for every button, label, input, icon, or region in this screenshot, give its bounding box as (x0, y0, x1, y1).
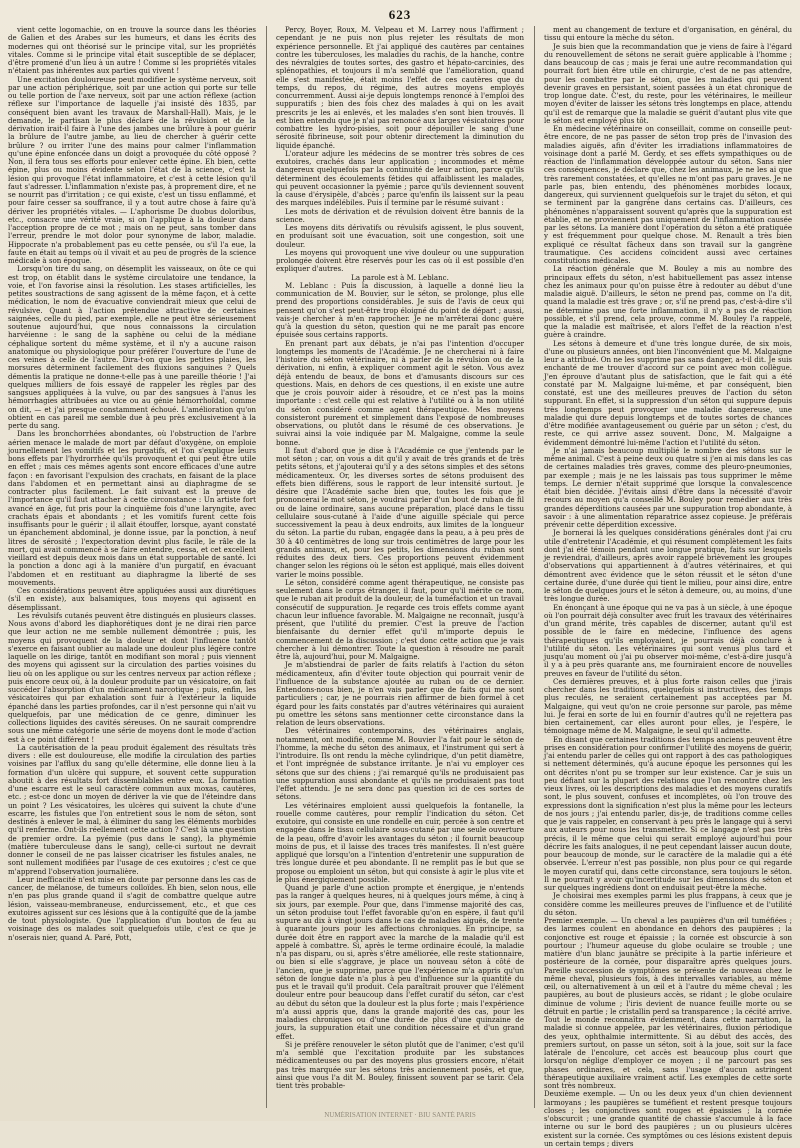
paragraph: Lorsqu'on tire du sang, on désemplit les vaisseaux, on ôte ce qui est trop, on établit dans le système circulatoire une tendance, la voie, et l'on favorise ainsi la résolution. Les stases artificielles, les petites soustractions de sang agissent de la même façon, et à cette médication, le nom de évacuative conviendrait mieux que celui de révulsive. Quant à l'action prétendue attractive de certaines saignées, celle du pied, par exemple, elle ne peut être sérieusement soutenue aujourd'hui, que nous connaissons la circulation harvéienne : le sang de la saphène ou celui de la médiane céphalique sortent du même système, et il n'y a aucune raison anatomique ou physiologique pour préférer l'ouverture de l'une de ces veines à celle de l'autre. Dira-t-on que les petites plaies, les morsures déterminent facilement des fluxions sanguines ? Quels démentis la pratique ne donne-t-elle pas à une pareille théorie ! J'ai quelques milliers de fois essayé de rappeler les règles par des sangsues appliquées à la vulve, ou par des sangsues à l'anus les hémorrhagies attribuées au vice ou au génie hémorrhoïdal, comme on dit, — et j'ai presque constamment échoué. L'amélioration qu'on obtient en cas pareil me semble due à peu près exclusivement à la perte du sang. (8, 264, 256, 430)
column-left (8, 26, 256, 1108)
paragraph: Les mots de dérivation et de révulsion doivent être bannis de la science. (276, 206, 524, 224)
paragraph: Le séton, considéré comme agent thérapeutique, ne consiste pas seulement dans le corps étranger, il faut, pour qu'il mérite ce nom, que le ruban ait produit de la douleur, de la tuméfaction et un travail consécutif de suppuration. Je regarde ces trois effets comme ayant chacun leur influence favorable. M. Malgaigne ne reconnaît, jusqu'à présent, que l'utilité du premier. C'est la preuve de l'action bienfaisante du dernier effet qu'il m'importe depuis le commencement de la discussion ; c'est donc cette action que je vais chercher à lui démontrer. Toute la question à résoudre me paraît être là, aujourd'hui, pour M. Malgaigne. (276, 577, 524, 661)
paragraph: Ces dernières preuves, et à plus forte raison celles que j'irais chercher dans les traditions, quelquefois si instructives, des temps plus reculés, ne seraient certainement pas acceptées par M. Malgaigne, qui veut qu'on ne croie personne sur parole, pas même lui. Je ferai en sorte de lui en fournir d'autres qu'il ne rejettera pas bien certainement, car elles auront pour elles, je l'espère, le témoignage même de M. Malgaigne, le seul qu'il admette. (544, 676, 792, 736)
paragraph: En disant que certaines traditions des temps anciens peuvent être prises en considération pour confirmer l'utilité des moyens de guérir, j'ai entendu parler de celles qui ont rapport à des cas pathologiques si nettement déterminés, qu'à aucune époque les personnes qui les ont décrites n'ont pu se tromper sur leur existence. Car je suis un peu défiant sur la plupart des relations que l'on rencontre chez les vieux livres, où les descriptions des maladies et des moyens curatifs sont, le plus souvent, confuses et incomplètes, où l'on trouve des expressions dont la signification n'est plus la même pour les lecteurs de nos jours ; j'ai entendu parler, dis-je, de traditions comme celles que je vais rappeler, en conservant à peu près le langage qui à servi aux auteurs pour nous les transmettre. Si ce langage n'est pas très précis, il le même que celui qui serait employé aujourd'hui pour décrire les faits analogues, il ne peut cependant laisser aucun doute, pour beaucoup de monde, sur le caractère de la maladie qui a été observée. L'erreur n'est pas possible, non plus pour ce qui regarde le moyen curatif qui, dans cette circonstance, sera toujours le séton. Il ne pourrait y avoir qu'incertitude sur les dimensions du séton et sur quelques ingrédiens dont on enduisait peut-être la mèche. (544, 734, 793, 892)
footer-watermark: NUMÉRISATION INTERNET · BIU SANTÉ PARIS (324, 1111, 476, 1119)
paragraph: Je n'ai jamais beaucoup multiplié le nombre des sétons sur le même animal. C'est à peine deux ou quatre si j'en ai mis dans les cas de certaines maladies très graves, comme des pleuro-pneumonies, par exemple ; mais je ne les laissais pas tous supprimer le même temps. Le dernier n'était supprimé que lorsque la convalescence était bien décidée. J'évitais ainsi d'être dans la nécessité d'avoir recours au moyen qu'a conseillé M. Bouley pour remédier aux très grandes déperditions causées par une suppuration trop abondante, à savoir : à une alimentation réparatrice assez copieuse. Je préférais prévenir cette déperdition excessive. (544, 445, 792, 529)
paragraph: Si je préfère renouveler le séton plutôt que de l'animer, c'est qu'il m'a semblé que l'excitation produite par les substances médicamenteuses ou par des moyens plus grossiers encore, n'était pas très marquée sur les sétons très anciennement posés, et que, ainsi que vous l'a dit M. Bouley, finissent souvent par se tarir. Cela tient très probable- (276, 1039, 524, 1090)
paragraph: La cautérisation de la peau produit également des résultats très divers : elle est douloureuse, elle modifie la circulation des parties voisines par l'afflux du sang qu'elle détermine, elle donne lieu à la formation d'un ulcère qui suppure, et souvent cette suppuration aboutit à des résultats fort dissemblables entre eux. La formation d'une escarre est le seul caractère commun aux moxas, cautères, etc. ; est-ce donc un moyen de dériver la vie que de l'éteindre dans un point ? Les vésicatoires, les ulcères qui suivent la chute d'une escarre, les fistules que l'on entretient sous le nom de séton, sont destinés à enlever le mal, à éliminer du sang les éléments morbides qu'il renferme. Ont-ils réellement cette action ? C'est là une question de premier ordre. La pyémie (pus dans le sang), la phymémie (matière tuberculeuse dans le sang), celle-ci surtout ne devrait donner le conseil de ne pas laisser cicatriser les fistules anales, ne sont nullement modifiées par l'usage de ces exutoires ; c'est ce que m'apprend l'observation journalière. (8, 742, 256, 876)
paragraph: Les sétons à demeure et d'une très longue durée, de six mois, d'une ou plusieurs années, ont bien l'inconvénient que M. Malgaigne leur a attribué. On ne les supprime pas sans danger, a-t-il dit. Je suis enchanté de me trouver d'accord sur ce point avec mon collègue. J'en éprouve d'autant plus de satisfaction, que le fait qui a été constaté par M. Malgaigne lui-même, et par conséquent, bien constaté, est une des meilleures preuves de l'action du séton suppurant. En effet, si la suppression d'un séton qui suppure depuis très longtemps peut provoquer une maladie dangereuse, une maladie qui dure depuis longtemps et de toutes sortes de chances d'être modifiée avantageusement ou guérie par un séton ; c'est, du reste, ce qui arrive assez souvent. Donc, M. Malgaigne a évidemment démontré lui-même l'action et l'utilité du séton. (544, 338, 792, 447)
column-middle (266, 26, 524, 1108)
paragraph: Dans les bronchorrhées abondantes, où l'obstruction de l'arbre aérien menace le malade de mort par défaut d'oxygène, on emploie journellement les vomitifs et les purgatifs, et l'on s'explique leurs bons effets par l'hydrorrhée qu'ils provoquent et qui peut être utile en effet ; mais ces mêmes agents sont encore efficaces d'une autre façon : en favorisant l'expulsion des crachats, en faisant de la place dans l'abdomen et en permettant ainsi au diaphragme de se contracter plus facilement. Le fait suivant est la preuve de l'importance qu'il faut attacher à cette circonstance : Un artiste fort avancé en âge, fut pris pour la cinquième fois d'une laryngite, avec crachats épais et abondants ; et les vomitifs furent cette fois insuffisants pour le guérir ; il allait étouffer, lorsque, ayant constaté un épanchement abdominal, je donne issue, par la ponction, à neuf litres de sérosité ; l'expectoration devint plus facile, le râle de la mort, qui avait commencé à se faire entendre, cessa, et cet excellent vieillard est depuis deux mois dans un état supportable de santé. Ici la ponction a donc agi à la manière d'un purgatif, en évacuant l'abdomen et en restituant au diaphragme la liberté de ses mouvements. (8, 429, 256, 587)
paragraph: Je bornerai là les quelques considérations générales dont j'ai cru utile d'entretenir l'Académie, et qui résument complètement les faits dont j'ai été témoin pendant une longue pratique, faits sur lesquels je reviendrai, d'ailleurs, après avoir rappelé brièvement les groupes d'observations qui appartiennent à d'autres vétérinaires, et qui démontrent avec évidence que le séton réussit et le séton d'une certaine durée, d'une durée qui tient le milieu, pour ainsi dire, entre le séton de quelques jours et le séton à demeure, ou, au moins, d'une très longue durée. (544, 528, 792, 604)
paragraph: Je suis bien que la recommandation que je viens de faire à l'égard du renouvellement de sétons ne serait guère applicable à l'homme ; dans beaucoup de cas ; mais je ferai une autre recommandation qui pourrait fort bien être utile en chirurgie, c'est de ne pas attendre, pour les combattre par le séton, que les maladies qui peuvent devenir graves en persistant, soient passées à un état chronique de trop longue date. C'est, du reste, pour les vétérinaires, le meilleur moyen d'éviter de laisser les sétons très longtemps en place, attendu qu'il est de remarque que la maladie se guérit d'autant plus vite que le séton est employé plus tôt. (544, 41, 792, 125)
paragraph: Percy, Boyer, Roux, M. Velpeau et M. Larrey nous l'affirment ; cependant je ne puis non plus rejeter les résultats de mon expérience personnelle. Et j'ai appliqué des cautères par centaines contre les tuberculoses, les maladies du rachis, de la hanche, contre des névralgies de toutes sortes, des gastro et hépato-carcinies, des splénopathies, et toujours il m'a semblé que l'amélioration, quand elle s'est manifestée, était moins l'effet de ces cautères que du temps, du repos, du régime, des autres moyens employés concurremment. Aussi ai-je depuis longtemps renoncé à l'emploi des suppuratifs ; bien des fois chez des malades à qui on les avait prescrits je les ai enlevés, et les malades s'en sont bien trouvés. Il est bien entendu que je n'ai pas renoncé aux larges vésicatoires pour combattre les hydro-pisies, soit pour dépouiller le sang d'une sérosité fibrineuse, soit pour obtenir directement la diminution du liquide épanché. (276, 25, 524, 150)
page-header (8, 6, 792, 24)
paragraph: En médecine vétérinaire on conseillait, comme on conseille peut-être encore, de ne pas passer de séton trop près de l'invasion des maladies aiguës, afin d'éviter les irradiations inflammatoires de voisinage dont a parlé M. Gerdy, et ses effets sympathiques ou de réaction de l'inflammation développée autour du séton. Sans nier ces conséquences, je déclare que, chez les animaux, je ne les ai que très rarement constatées, et qu'elles ne m'ont pas paru graves. Je ne parle pas, bien entendu, des phénomènes morbides locaux, dangereux, qui surviennent quelquefois sur le trajet du séton, et qui se terminent par la gangrène dans certains cas. D'ailleurs, ces phénomènes n'apparaissent souvent qu'après que la suppuration est établie, et ne proviennent pas uniquement de l'inflammation causée par les sétons. La manière dont l'opération du séton a été pratiquée y est fréquemment pour quelque chose. M. Renault a très bien expliqué ce résultat fâcheux dans son travail sur la gangrène traumatique. Ces accidens coïncident aussi avec certaines constitutions médicales. (544, 124, 792, 265)
paragraph: Des vétérinaires contemporains, des vétérinaires anglais, notamment, ont modifié, comme M. Bouvier l'a fait pour le séton de l'homme, la mèche du séton des animaux, et l'instrument qui sert à l'introduire. Ils ont rendu la mèche cylindrique, d'un petit diamètre, et l'ont imprégnée de substance irritante. Je n'ai vu employer ces sétons que sur des chiens ; j'ai remarqué qu'ils ne produisaient pas une suppuration aussi abondante et qu'ils ne produisaient pas tout l'effet attendu. Je ne sera donc pas question ici de ces sortes de sétons. (276, 726, 524, 802)
paragraph: Je choisirai mes exemples parmi les plus frappans, à ceux que je considère comme les meilleures preuves de l'influence et de l'utilité du séton. (544, 891, 792, 917)
paragraph: Les révulsifs cutanés peuvent être distingués en plusieurs classes. Nous avons d'abord les diaphorétiques dont je ne dirai rien parce que leur action ne me semble nullement démontrée ; puis, les moyens qui provoquent de la douleur et dont l'influence tantôt s'exerce en faisant oublier au malade une douleur plus légère contre laquelle on les dirige, tantôt en modifiant son moral ; puis viennent des moyens qui agissent sur la circulation des parties voisines du lieu où on les applique ou sur les centres nerveux par action réflexe ; puis encore ceux où, à la douleur produite par un vésicatoire, on fait succéder l'absorption d'un médicament narcotique ; puis, enfin, les vésicatoires qui par exhalation sont fuir à l'extérieur la liquide épanché dans les parties profondes, car il n'est personne qui n'ait vu quelquefois, par une médication de ce genre, diminuer les collections liquides des cavités séreuses. On ne saurait comprendre sous une même catégorie une série de moyens dont le mode d'action est à ce point différent ! (8, 610, 256, 744)
paragraph: vient cette logomachie, on en trouve la source dans les théories de Galien et des Arabes sur les humeurs, et dans les écrits des modernes qui ont théorisé sur le principe vital, sur les propriétés vitales. Comme si le principe vital était susceptible de se déplacer, d'être promené d'un lieu à un autre ! Comme si les propriétés vitales n'étaient pas inhérentes aux parties qui vivent ! (8, 25, 256, 76)
page-number: 623 (388, 7, 412, 22)
paragraph: Ces considérations peuvent être appliquées aussi aux diurétiques (s'il en existe), aux balsamiques, tous moyens qui agissent en désemplissant. (8, 586, 256, 612)
paragraph: M. Leblanc : Puis la discussion, à laquelle a donné lieu la communication de M. Bouvier, sur le séton, se prolonge, plus elle prend des proportions considérables. Je suis de l'avis de ceux qui pensent qu'on s'est peut-être trop éloigné du point de départ ; aussi, vais-je chercher à m'en rapprocher. Je ne m'arrêterai donc guère qu'à la question du séton, question qui ne me paraît pas encore épuisée sous certains rapports. (276, 280, 524, 340)
paragraph: Je m'abstiendrai de parler de faits relatifs à l'action du séton médicamenteux, afin d'éviter toute objection qui pourrait venir de l'influence de la substance ajoutée au ruban ou de ce dernier. Entendons-nous bien, je n'en vais parler que de faits qui me sont particuliers ; car, je ne pourrais rien affirmer de bien formel à cet égard pour les faits constatés par d'autres vétérinaires qui auraient pu omettre les sétons sans mentionner cette circonstance dans la relation de leurs observations. (276, 660, 524, 727)
paragraph: Leur inefficacité n'est mise en doute par personne dans les cas de cancer, de mélanose, de tumeurs colloïdes. Eh bien, selon nous, elle n'en pas plus grande quand il s'agit de combattre quelque autre lésion, vaisseau-membraneuse, endurcissement, etc., et que ces exutoires agissent sur ces lésions que à la contiguïté que de la jambe de tout physiologiste. Que l'application d'un bouton de feu au voisinage des os malades soit quelquefois utile, c'est ce que je n'oserais nier, quand A. Paré, Pott, (8, 874, 256, 942)
paragraph: Deuxième exemple. — Un ou les deux yeux d'un chien deviennent larmoyans ; les paupières se tuméfient et restent presque toujours closes ; les conjonctives sont rouges et épaissies ; la cornée s'obscurcit ; une grande quantité de chassie s'accumule à la face interne ou sur le bord des paupières ; un ou plusieurs ulcères existent sur la cornée. Ces symptômes ou ces lésions existent depuis un certain temps ; divers (544, 1089, 792, 1148)
paragraph: Les vétérinaires emploient aussi quelquefois la fontanelle, la rouelle comme cautères, pour remplir l'indication du séton. Cet exutoire, qui consiste en une rondelle en cuir, percée à son centre et engagée dans le tissu cellulaire sous-cutané par une seule ouverture de la peau, offre d'avoir les avantages du séton ; il fournit beaucoup moins de pus, et il laisse des traces très manifestes. Il n'est guère appliqué que lorsqu'on a l'intention d'entretenir une suppuration de très longue durée et peu abondante. Il ne remplit pas le but que se propose ou emploient un séton, but qui consiste à agir le plus vite et le plus énergiquement possible. (276, 800, 524, 884)
paragraph: En énonçant à une époque qui ne va pas à un siècle, à une époque où l'on pourrait déjà consulter avec fruit les travaux des vétérinaires d'un grand mérite, très capables de discerner, autant qu'il est possible de le faire en médecine, l'influence des agens thérapeutiques qu'ils employaient, je pourrais déjà conclure à l'utilité du séton. Les vétérinaires qui sont venus plus tard et jusqu'au moment où j'ai pu observer moi-même, c'est-à-dire jusqu'à il y a à peu près quarante ans, me fourniraient encore de nouvelles preuves en faveur de l'utilité du séton. (544, 602, 792, 678)
paragraph: Une excitation douloureuse peut modifier le système nerveux, soit par une action périphérique, soit par une action qui porte sur telle ou telle portion de l'axe nerveux, soit par une action réflexe (action réflexe sur l'importance de laquelle j'ai insisté dès 1835, par conséquent bien avant les travaux de Marshall-Hall). Mais, je le demande, le partisan le plus déclaré de la révulsion et de la dérivation irait-il faire à l'une des jambes une brûlure à pour guérir la brûlure de l'autre jambe, au lieu de chercher à guérir cette brûlure ? ou irriter l'une des mains pour calmer l'inflammation qu'une épine enfoncée dans un doigt a provoquée du côté opposé ? Non, il fera tous ses efforts pour enlever cette épine. Eh bien, cette épine, plus ou moins évidente selon l'état de la science, c'est la lésion qui provoque l'état inflammatoire, et c'est à cette lésion qu'il faut s'adresser. L'inflammation n'existe pas, à proprement dire, et ne se nourrit pas d'irritation ; ce qui existe, c'est un tissu enflammé, et pour faire cesser sa souffrance, il y a tout autre chose à faire qu'à dériver les propriétés vitales. — L'aphorisme De duobus doloribus, etc., consacre une vérité vraie, si on l'applique à la douleur dans l'acception propre de ce mot ; mais on ne peut, sans tomber dans l'erreur, prendre le mot dolor pour synonyme de labor, maladie. Hippocrate n'a probablement pas eu cette pensée, ou s'il l'a eue, la faute en était au temps où il vivait et au peu de progrès de la science médicale à son époque. (8, 74, 256, 265)
paragraph: Premier exemple. — Un cheval a les paupières d'un œil tuméfiées ; des larmes coulent en abondance en dehors des paupières ; la conjonctive est rouge et épaissie ; la cornée est obscurcie à son pourtour ; l'humeur aqueuse du globe oculaire se trouble ; une matière d'un blanc jaunâtre se précipite à la partie inférieure et postérieure de la cornée, pour disparaître après quelques jours. Pareille succession de symptômes se présente de nouveau chez le même cheval, plusieurs fois, à des intervalles variables, au même œil, ou alternativement à un œil et à l'autre du même cheval ; les paupières, au bout de plusieurs accès, se ridant ; le globe oculaire diminue de volume ; l'iris devient de nuance feuille morte ou se détruit en partie ; le cristallin perd sa transparence ; la cécité arrive. Tout le monde reconnaîtra évidemment, dans cette narration, la maladie si connue appelée, par les vétérinaires, fluxion périodique des yeux, ophthalmie intermittente. Si au début des accès, des premiers surtout, on passe un séton, soit à la joue, soit sur la face latérale de l'encolure, cet accès est beaucoup plus court que lorsqu'on néglige d'employer ce moyen ; il ne parcourt pas ses phases ordinaires, et cela, sans l'usage d'aucun astringent thérapeutique auxiliaire vraiment actif. Les exemples de cette sorte sont très nombreux. (544, 916, 792, 1090)
paragraph: La réaction générale que M. Bouley a mis au nombre des principaux effets du séton, n'est habituellement pas assez intense chez les animaux pour qu'on puisse être à redouter au début d'une maladie aiguë. D'ailleurs, le séton ne prend pas, comme on l'a dit, quand la maladie est très grave ; or, s'il ne prend pas, c'est-à-dire s'il ne détermine pas une forte inflammation, il n'y a pas de réaction possible, et s'il prend, cela prouve, comme M. Bouley l'a rappelé, que la maladie est maîtrisée, et alors l'effet de la réaction n'est guère à craindre. (544, 264, 792, 340)
paragraph: Quand je parle d'une action prompte et énergique, je n'entends pas la ranger à quelques heures, ni à quelques jours même, à cinq à six jours, par exemple. Pour que, dans l'immense majorité des cas, un séton produise tout l'effet favorable qu'on en espère, il faut qu'il supure au dix à vingt jours dans le cas de maladies aiguës, de trente à quarante jours pour les affections chroniques. En principe, sa durée doit être en rapport avec la marche de la maladie qu'il est appelé à combattre. Si, après le terme ordinaire écoulé, la maladie n'a pas disparu, ou si, après s'être améliorée, elle reste stationnaire, ou bien si elle s'aggrave, je place un nouveau séton à côté de l'ancien, que je supprime, parce que l'expérience m'a appris qu'un séton de longue date n'a plus à peu d'influence sur la quantité du pus et le travail qu'il produit. Cela paraîtrait prouver que l'élément douleur entre pour beaucoup dans l'effet curatif du séton, car c'est au début du séton que la douleur est la plus forte ; mais l'expérience m'a aussi appris que, dans la grande majorité des cas, pour les maladies chroniques ou d'une durée de plus d'une quinzaine de jours, la suppuration était une condition nécessaire et d'un grand effet. (276, 883, 524, 1041)
paragraph: ment au changement de texture et d'organisation, en général, du tissu qui entoure la mèche du séton. (544, 25, 792, 43)
paragraph: Il faut d'abord que je dise à l'Académie ce que j'entends par le mot séton ; car, on vous a dit qu'il y avait de très grands et de très petits sétons, et j'ajouterai qu'il y a des sétons simples et des sétons médicamenteux. Or, les diverses sortes de sétons produisent des effets bien différens, sous le rapport de leur intensité surtout. Je désire que l'Académie sache bien que, toutes les fois que je prononcerai le mot séton, je voudrai parler d'un bout de ruban de fil ou de laine ordinaire, sans aucune préparation, placé dans le tissu cellulaire sous-cutané à l'aide d'une aiguille spéciale qui perce successivement la peau à deux endroits, aux limites de la longueur du séton. La partie du ruban, engagée dans la peau, a à peu près de 30 à 40 centimètres de long sur trois centimètres de large pour les grands animaux, et, pour les petits, les dimensions du ruban sont réduites des deux tiers. Ces proportions peuvent évidemment changer selon les régions où le séton est appliqué, mais elles doivent varier le moins possible. (276, 445, 524, 579)
column-right (534, 25, 793, 1148)
paragraph: Les moyens dits dérivatifs ou révulsifs agissent, le plus souvent, en produisant soit une évacuation, soit une congestion, soit une douleur. (276, 223, 524, 249)
paragraph: La parole est à M. Leblanc. (351, 272, 449, 282)
paragraph: L'orateur adjure les médecins de se montrer très sobres de ces exutoires, crachés dans leur application ; incommodes et même dangereux quelquefois par la continuité de leur action, parce qu'ils déterminent des écoulements fétides qui affaiblissent les malades, qui peuvent occasionner la pyémie ; parce qu'ils deviennent souvent la cause d'érysipèle, d'abcès ; parce qu'enfin ils laissent sur la peau des marques indélébiles. Puis il termine par le résumé suivant : (276, 148, 524, 208)
paragraph: Les moyens qui provoquent une vive douleur ou une suppuration prolongée doivent être réservés pour les cas où il est possible d'en expliquer d'autres. (276, 247, 524, 274)
paragraph: En prenant part aux débats, je n'ai pas l'intention d'occuper longtemps les moments de l'Académie. Je ne chercherai ni à faire l'histoire du séton vétérinaire, ni à parler de la révulsion ou de la dérivation, ni enfin, à expliquer comment agit le séton. Vous avez déjà entendu de beaux, de bons et d'amusants discours sur ces questions. Mais, en dehors de ces questions, il en existe une autre que je crois pouvoir aider à résoudre, et ce n'est pas la moins importante : c'est celle qui est relative à l'utilité ou à la non utilité du séton considéré comme agent thérapeutique. Mes moyens consisteront purement et simplement dans l'exposé de nombreuses observations, ou plutôt dans le résumé de ces observations. Je suivrai ainsi la voie indiquée par M. Malgaigne, comme la seule bonne. (276, 338, 524, 447)
